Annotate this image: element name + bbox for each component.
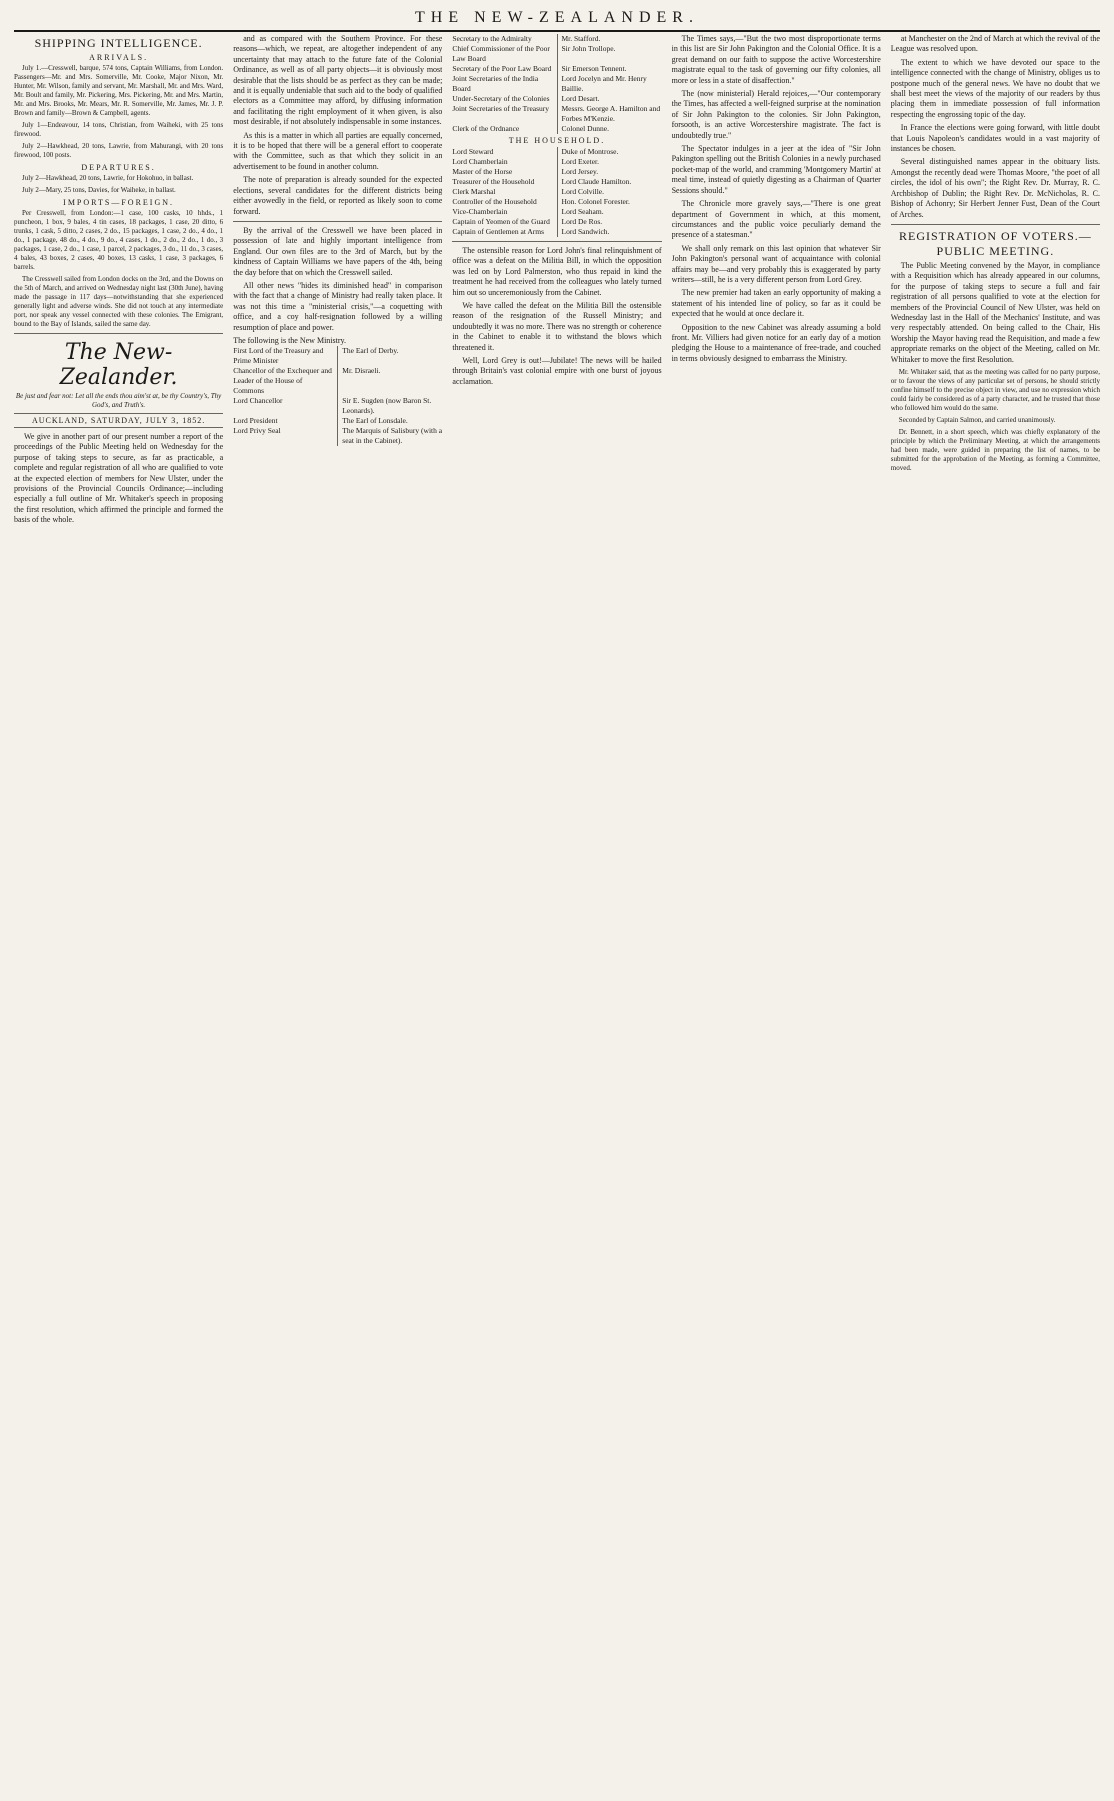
column-3: [452, 34, 661, 1793]
office-name: Vice-Chamberlain: [452, 207, 508, 216]
column-5: [891, 34, 1100, 1793]
office-holder: Lord Seaham.: [557, 207, 662, 217]
office-holder: Lord De Ros.: [557, 217, 662, 227]
household-list: [452, 147, 661, 237]
article-paragraph: Several distinguished names appear in the obituary lists. Amongst the recently dead were Thomas Moore, "the poet of all circles, the idol of his own"; the Right Rev. Dr. Murray, R. C. Archbishop of Dublin; the Right Rev. Dr. McNicholas, R. C. Bishop of Achonry; Sir Herbert Jenner Fust, Dean of the Court of Arches.: [890, 157, 1100, 219]
ministry-entry: [233, 396, 442, 416]
office-holder: Hon. Colonel Forester.: [557, 197, 662, 207]
office-holder: Duke of Montrose.: [557, 147, 662, 157]
office-holder: The Earl of Derby.: [337, 346, 442, 366]
dateline: AUCKLAND, SATURDAY, JULY 3, 1852.: [14, 413, 223, 428]
article-paragraph: Well, Lord Grey is out!—Jubilate! The news will be hailed through Britain's vast colonial empire with one burst of joyous acclamation.: [452, 356, 662, 386]
office-holder: Sir Emerson Tennent.: [557, 64, 662, 74]
arrival-entry: July 1—Endeavour, 14 tons, Christian, from Waiheki, with 25 tons firewood.: [14, 121, 224, 138]
office-name: Master of the Horse: [452, 167, 513, 176]
article-paragraph: The Times says,—"But the two most disproportionate terms in this list are Sir John Pakington and the Colonial Office. It is a great demand on our faith to suppose the active Worcestershire magistrate equal to the task of governing our fifty colonies, all more or less in a state of disaffection.": [671, 34, 881, 85]
ministry-label: The following is the New Ministry.: [233, 335, 346, 345]
office-name: Chief Commissioner of the Poor Law Board: [452, 44, 550, 63]
article-paragraph: As this is a matter in which all parties are equally concerned, it is to be hoped that there will be a general effort to cooperate with the Committee, such as that which they solicit in an advertisement to be found in another column.: [233, 130, 443, 171]
ministry-entry: [452, 94, 661, 104]
article-paragraph: By the arrival of the Cresswell we have been placed in possession of late and highly important intelligence from England. Our own files are to the 3rd of March, but by the kindness of Captain Williams we have papers of the 4th, being the day before that on which the Cresswell sailed.: [233, 225, 443, 277]
household-entry: [452, 157, 661, 167]
ministry-entry: [233, 416, 442, 426]
speech-text: Seconded by Captain Salmon, and carried unanimously.: [898, 415, 1056, 424]
office-holder: Mr. Stafford.: [557, 34, 662, 44]
ministry-entry: [233, 426, 442, 446]
article-paragraph: The note of preparation is already sounded for the expected elections, several candidates for the different districts being either avowedly in the field, or reported as likely soon to come forward.: [233, 175, 443, 216]
office-holder: Sir E. Sugden (now Baron St. Leonards).: [337, 396, 442, 416]
office-holder: Lord Desart.: [557, 94, 662, 104]
divider: [452, 241, 661, 242]
column-4: [672, 34, 881, 1793]
ministry-entry: [452, 64, 661, 74]
office-holder: Messrs. George A. Hamilton and Forbes M'Kenzie.: [557, 104, 662, 124]
article-paragraph: The Public Meeting convened by the Mayor, in compliance with a Requisition which has already appeared in our columns, for the purpose of taking steps to secure a full and fair registration of all persons qualified to vote at the election for members of the Provincial Council of New Ulster, was held on Wednesday last in the Hall of the Mechanics' Institute, and was very respectably attended. On being called to the Chair, His Worship the Mayor having read the Requisition, and made a few appropriate remarks on the object of the Meeting, called on Mr. Whitaker to move the first Resolution.: [890, 260, 1100, 364]
household-entry: [452, 187, 661, 197]
article-paragraph: The ostensible reason for Lord John's final relinquishment of office was a defeat on the Militia Bill, in which the opposition was led on by Lord Palmerston, who thus repaid in kind the treatment he had received from the colleagues who lately turned him out so unceremoniously from the Cabinet.: [452, 246, 662, 297]
household-entry: [452, 197, 661, 207]
meeting-title: REGISTRATION OF VOTERS.—PUBLIC MEETING.: [898, 228, 1092, 258]
departures-heading: DEPARTURES.: [81, 163, 156, 172]
office-name: Clerk of the Ordnance: [452, 124, 520, 133]
arrivals-heading: ARRIVALS.: [89, 53, 149, 62]
ministry-entry: [233, 346, 442, 366]
departure-entry: July 2—Mary, 25 tons, Davies, for Waiheke, in ballast.: [22, 186, 176, 194]
office-holder: Lord Jersey.: [557, 167, 662, 177]
office-holder: Lord Claude Hamilton.: [557, 177, 662, 187]
office-holder: The Marquis of Salisbury (with a seat in the Cabinet).: [337, 426, 442, 446]
office-name: Joint Secretaries of the India Board: [452, 74, 539, 93]
household-entry: [452, 167, 661, 177]
arrival-entry: July 1.—Cresswell, barque, 574 tons, Captain Williams, from London. Passengers—Mr. and Mrs. Somerville, Mr. Cooke, Major Nixon, Mr. Hunter, Mr. Wilson, family and servant, Mr. Marshall, Mr. and Mrs. Ward, Mr. Boult and family, Mr. Pickering, Mrs. Pickering, Mr. and Mrs. Martin, Mr. and Mrs. Brooks, Mr. Mears, Mr. R. Somerville, Mr. James, Mr. J. P. Brown and family—Brown & Campbell, agents.: [14, 64, 224, 117]
columns: [14, 34, 1100, 1793]
office-name: Treasurer of the Household: [452, 177, 535, 186]
office-name: Captain of Gentlemen at Arms: [452, 227, 545, 236]
ministry-entry: [452, 104, 661, 124]
shipping-title: SHIPPING INTELLIGENCE.: [34, 36, 203, 50]
paper-motto: Be just and fear not: Let all the ends thou aim'st at, be thy Country's, Thy God's, and Truth's.: [15, 392, 222, 409]
imports-heading: IMPORTS—FOREIGN.: [63, 198, 175, 207]
cresswell-note: The Cresswell sailed from London docks on the 3rd, and the Downs on the 5th of March, and arrived on Wednesday night last (30th June), having made the passage in 117 days—notwithstanding that she experienced generally light and adverse winds. She did not touch at any intermediate port, nor speak any vessel connected with these colonies. The Emigrant, bound to the Bay of Islands, sailed the same day.: [14, 275, 224, 328]
speech-text: Mr. Whitaker said, that as the meeting was called for no party purpose, or to favour the views of any particular set of persons, he should strictly confine himself to the precise object in view, and use no expression which could fairly be considered as of a party character, and he trusted that those who followed him would do the same.: [890, 367, 1100, 412]
household-entry: [452, 147, 661, 157]
article-paragraph: The Spectator indulges in a jeer at the idea of "Sir John Pakington spelling out the British Colonies in a newly purchased pocket-map of the world, and cramming 'Montgomery Martin' at meal time, instead of quietly digesting as a Chairman of Quarter Sessions should.": [671, 144, 881, 195]
divider: [233, 221, 442, 222]
lead-article: We give in another part of our present number a report of the proceedings of the Public Meeting held on Wednesday for the purpose of taking steps to secure, as far as practicable, a complete and regular registration of all who are qualified to vote at the expected election of members for New Ulster, under the provisions of the Provincial Councils Ordinance;—including especially a full outline of Mr. Whitaker's speech in proposing the first resolution, which affirmed the principle and formed the basis of the whole.: [14, 432, 224, 525]
household-entry: [452, 207, 661, 217]
ministry-entry: [233, 366, 442, 396]
article-paragraph: We shall only remark on this last opinion that whatever Sir John Pakington's personal want of acquaintance with colonial affairs may be—and very probably this is exaggerated by party writers—still, he is a very different person from Lord Grey.: [671, 243, 881, 284]
office-holder: Lord Colville.: [557, 187, 662, 197]
household-entry: [452, 227, 661, 237]
article-paragraph: The new premier had taken an early opportunity of making a statement of his intended line of policy, so far as it could be expected that he would at once declare it.: [671, 288, 881, 319]
office-holder: Sir John Trollope.: [557, 44, 662, 64]
office-holder: Lord Jocelyn and Mr. Henry Baillie.: [557, 74, 662, 94]
column-2: [233, 34, 442, 1793]
office-name: Captain of Yeomen of the Guard: [452, 217, 550, 226]
office-name: Secretary to the Admiralty: [452, 34, 532, 43]
office-name: Chancellor of the Exchequer and Leader of the House of Commons: [233, 365, 332, 395]
office-name: Lord Chamberlain: [452, 157, 508, 166]
article-paragraph: The Chronicle more gravely says,—"There is one great department of Government in which, at this moment, circumstances and the public voice peculiarly demand the presence of a statesman.": [671, 199, 881, 240]
office-holder: Lord Exeter.: [557, 157, 662, 167]
office-name: Joint Secretaries of the Treasury: [452, 104, 550, 113]
ministry-entry: [452, 124, 661, 134]
article-paragraph: The (now ministerial) Herald rejoices,—"Our contemporary the Times, has affected a well-feigned surprise at the nomination of Sir John Pakington to the colonies. Sir John Pakington, forsooth, is an active Worcestershire magistrate. The fact is undoubtedly true.": [671, 89, 881, 140]
imports-text: Per Cresswell, from London:—1 case, 100 casks, 10 hhds., 1 puncheon, 1 box, 9 bales, 4 tin cases, 18 packages, 1 case, 20 ditto, 6 trunks, 1 cask, 5 ditto, 2 cases, 2 do., 15 packages, 1 case, 2 do., 4 do., 1 do., 1 package, 48 do., 4 do., 9 do., 4 cases, 1 do., 2 do., 2 do., 1 do., 3 packages, 1 case, 2 do., 1 case, 1 parcel, 2 packages, 3 do., 11 do., 3 cases, 4 bales, 43 boxes, 2 cases, 40 boxes, 13 casks, 1 case, 3 packages, 6 barrels.: [14, 209, 224, 271]
column-1: [14, 34, 223, 1793]
office-name: Lord President: [233, 415, 278, 425]
article-paragraph: The extent to which we have devoted our space to the intelligence connected with the change of Ministry, obliges us to postpone much of the general news. We have no doubt that we shall best meet the views of the majority of our readers by thus placing them in immediate possession of full information respecting the engrossing topic of the day.: [890, 57, 1100, 119]
office-name: Lord Chancellor: [233, 395, 283, 405]
household-entry: [452, 217, 661, 227]
office-holder: Mr. Disraeli.: [337, 366, 442, 396]
household-heading: THE HOUSEHOLD.: [508, 136, 606, 145]
office-name: Lord Privy Seal: [233, 425, 281, 435]
ministry-list-continued: [452, 34, 661, 134]
divider: [14, 333, 223, 334]
office-name: Lord Steward: [452, 147, 494, 156]
office-name: Clerk Marshal: [452, 187, 496, 196]
departure-entry: July 2—Hawkhead, 20 tons, Lawrie, for Hokohuo, in ballast.: [22, 174, 194, 182]
office-holder: The Earl of Lonsdale.: [337, 416, 442, 426]
article-paragraph: Opposition to the new Cabinet was already assuming a bold front. Mr. Villiers had given notice for an early day of a motion pledging the House to a maintenance of free-trade, and couched in terms obviously designed to embarrass the Ministry.: [671, 322, 881, 363]
office-name: Controller of the Household: [452, 197, 537, 206]
ministry-entry: [452, 44, 661, 64]
ministry-entry: [452, 34, 661, 44]
article-paragraph: All other news "hides its diminished head" in comparison with the fact that a change of Ministry had really taken place. It was not this time a "ministerial crisis,"—a coquetting with office, and a coy half-resignation followed by a willing resumption of place and power.: [233, 280, 443, 332]
article-paragraph: We have called the defeat on the Militia Bill the ostensible reason of the resignation of the Russell Ministry; and undoubtedly it was no more. There was no strength or coherence in the Cabinet to enable it to withstand the blows which threatened it.: [452, 301, 662, 352]
arrival-entry: July 2—Hawkhead, 20 tons, Lawrie, from Mahurangi, with 20 tons firewood, 100 posts.: [14, 142, 224, 159]
speech-text: Dr. Bennett, in a short speech, which was chiefly explanatory of the principle by which the Preliminary Meeting, at which the arrangements had been made, were guided in preparing the list of names, to be submitted for the approbation of the Meeting, as forming a Committee, moved.: [890, 427, 1100, 472]
ministry-list: [233, 346, 442, 446]
ministry-entry: [452, 74, 661, 94]
office-holder: Lord Sandwich.: [557, 227, 662, 237]
divider: [891, 224, 1100, 225]
household-entry: [452, 177, 661, 187]
article-paragraph: at Manchester on the 2nd of March at which the revival of the League was resolved upon.: [890, 34, 1100, 54]
paper-title: The New-Zealander.: [59, 340, 178, 390]
masthead: THE NEW-ZEALANDER.: [14, 6, 1100, 32]
office-name: First Lord of the Treasury and Prime Minister: [233, 345, 324, 365]
office-name: Secretary of the Poor Law Board: [452, 64, 552, 73]
article-paragraph: and as compared with the Southern Province. For these reasons—which, we repeat, are altogether independent of any uncertainty that may attach to the future fate of the Colonial Ordinance, as well as of all party objects—it is obviously most desirable that the lists should be as perfect as they can be made; and it is equally undeniable that such aid to the body of qualified electors as a Committee may afford, by diffusing information and facilitating the right employment of it when given, is also most desirable, if not absolutely indispensable in some instances.: [233, 34, 443, 127]
article-paragraph: In France the elections were going forward, with little doubt that Louis Napoleon's candidates would in a vast majority of instances be chosen.: [890, 123, 1100, 154]
office-name: Under-Secretary of the Colonies: [452, 94, 550, 103]
office-holder: Colonel Dunne.: [557, 124, 662, 134]
